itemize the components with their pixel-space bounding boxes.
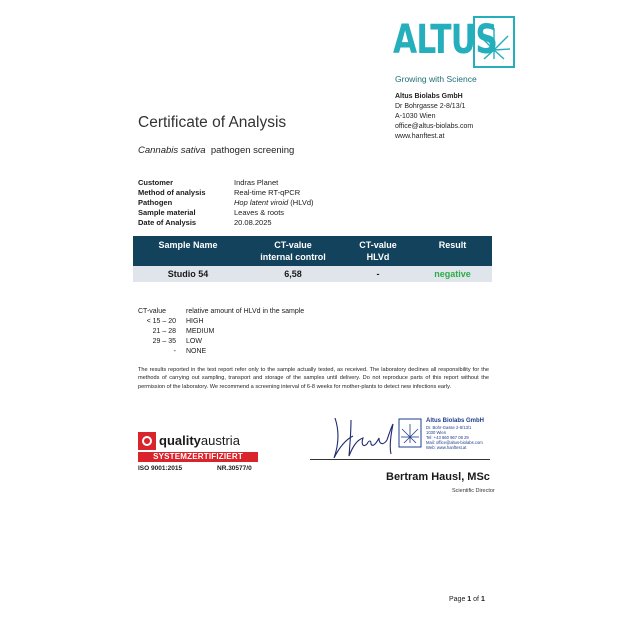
page-title: Certificate of Analysis bbox=[138, 114, 287, 131]
quality-austria-logo bbox=[138, 432, 260, 480]
info-key: Pathogen bbox=[138, 198, 173, 207]
info-row bbox=[138, 218, 314, 228]
cell-result: negative bbox=[434, 269, 471, 279]
disclaimer: The results reported in the test report refer only to the sample actually tested, as received. The laboratory declines all responsibility for the methods of carrying out sampling, transport and storage of the samples until delivery. Do not reproduce parts of this report without the permission of the laboratory. We recommend a screening interval of 6-8 weeks for mother-plants to detect new infections early. bbox=[138, 367, 489, 390]
quality-q-icon bbox=[138, 432, 156, 450]
legend-range: 21 – 28 bbox=[152, 328, 176, 335]
legend-row bbox=[138, 337, 304, 347]
result-table-header bbox=[133, 236, 492, 266]
info-row bbox=[138, 208, 314, 218]
lab-street: Dr Bohrgasse 2-8/13/1 bbox=[395, 103, 466, 110]
info-value: Indras Planet bbox=[234, 178, 279, 187]
cell-ct-internal: 6,58 bbox=[284, 269, 302, 279]
ct-legend bbox=[138, 307, 304, 357]
signature-line bbox=[310, 459, 490, 460]
info-value: Hop latent viroid (HLVd) bbox=[234, 198, 314, 207]
altus-logo bbox=[393, 14, 518, 84]
director-name: Bertram Hausl, MSc bbox=[386, 471, 490, 483]
legend-row bbox=[138, 327, 304, 337]
info-row bbox=[138, 188, 314, 198]
signature bbox=[325, 410, 405, 465]
legend-range: - bbox=[173, 348, 176, 355]
certification-band: SYSTEMZERTIFIZIERT bbox=[138, 452, 258, 462]
company-stamp bbox=[398, 418, 490, 456]
cannabis-leaf-icon bbox=[473, 16, 515, 68]
legend-range: < 15 – 20 bbox=[146, 318, 176, 325]
table-row bbox=[133, 266, 492, 282]
info-value: Leaves & roots bbox=[234, 208, 285, 217]
stamp-text: Altus Biolabs GmbH Dr. Bohr-Gasse 2-8/13/1 1030 Wien Tel: +43 660 967 08 29 Mail: office@altus-biolabs.com Web: www.hanftest.at bbox=[426, 418, 485, 450]
legend-row bbox=[138, 347, 304, 357]
director-title: Scientific Director bbox=[452, 488, 495, 494]
stamp-company-name: Altus Biolabs GmbH bbox=[426, 418, 485, 424]
info-value: 20.08.2025 bbox=[234, 218, 272, 227]
info-row bbox=[138, 198, 314, 208]
analysis-info bbox=[138, 178, 314, 228]
logo-tagline: Growing with Science bbox=[395, 74, 477, 84]
legend-row bbox=[138, 317, 304, 327]
page-number: Page 1 of 1 bbox=[449, 596, 485, 603]
cell-ct-hlvd: - bbox=[376, 269, 380, 279]
cell-sample: Studio 54 bbox=[167, 269, 209, 279]
stamp-leaf-icon bbox=[398, 418, 422, 448]
lab-name: Altus Biolabs GmbH bbox=[395, 93, 463, 100]
lab-address bbox=[395, 92, 473, 142]
header-sample-name: Sample Name bbox=[158, 240, 218, 250]
info-key: Customer bbox=[138, 178, 174, 187]
lab-email[interactable]: office@altus-biolabs.com bbox=[395, 123, 474, 130]
legend-level: NONE bbox=[186, 348, 207, 355]
info-key: Date of Analysis bbox=[138, 218, 197, 227]
legend-header: CT-value relative amount of HLVd in the sample bbox=[138, 308, 305, 315]
info-row bbox=[138, 178, 314, 188]
logo-wordmark: ALTUS bbox=[393, 17, 498, 63]
subtitle bbox=[138, 145, 294, 156]
header-ct-hlvd: CT-value HLVd bbox=[359, 240, 397, 262]
subtitle-rest: pathogen screening bbox=[210, 145, 295, 156]
header-ct-internal: CT-value internal control bbox=[260, 240, 326, 262]
certificate-number: NR.30577/0 bbox=[217, 465, 252, 472]
header-result: Result bbox=[438, 240, 467, 250]
info-value: Real-time RT-qPCR bbox=[234, 188, 301, 197]
subtitle-species: Cannabis sativa bbox=[138, 145, 206, 156]
legend-level: MEDIUM bbox=[186, 328, 215, 335]
info-key: Method of analysis bbox=[138, 188, 206, 197]
lab-city: A-1030 Wien bbox=[395, 113, 436, 120]
legend-level: HIGH bbox=[186, 318, 204, 325]
legend-range: 29 – 35 bbox=[152, 338, 176, 345]
legend-level: LOW bbox=[186, 338, 202, 345]
iso-standard: ISO 9001:2015 bbox=[138, 465, 183, 472]
result-table bbox=[133, 236, 492, 282]
lab-website[interactable]: www.hanftest.at bbox=[395, 133, 445, 140]
info-key: Sample material bbox=[138, 208, 196, 217]
quality-brand: qualityaustria bbox=[159, 433, 240, 448]
